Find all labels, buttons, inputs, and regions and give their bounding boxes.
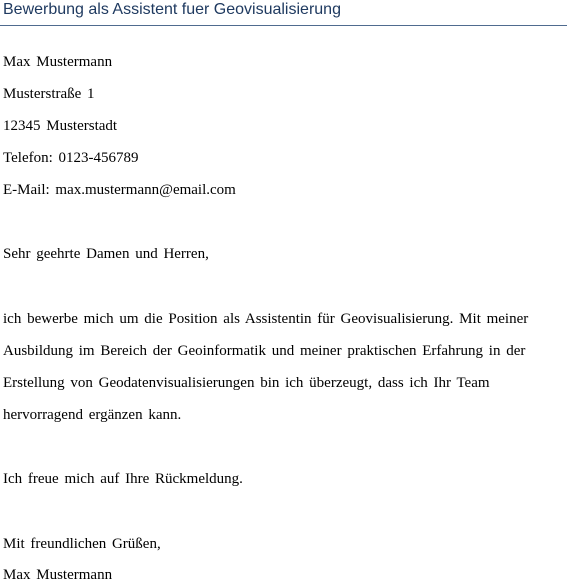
sender-street: Musterstraße 1 [3,86,95,102]
sender-phone: Telefon: 0123-456789 [3,150,139,166]
sender-email: E-Mail: max.mustermann@email.com [3,182,236,198]
salutation: Sehr geehrte Damen und Herren, [3,246,209,262]
signature-name: Max Mustermann [3,567,113,583]
document-title: Bewerbung als Assistent fuer Geovisualisierung [3,1,341,18]
title-divider [0,25,567,26]
body-line: Erstellung von Geodatenvisualisierungen bin ich überzeugt, dass ich Ihr Team [3,375,490,391]
body-line: hervorragend ergänzen kann. [3,407,182,423]
sender-name: Max Mustermann [3,54,113,70]
sign-off: Mit freundlichen Grüßen, [3,536,161,552]
closing-thanks: Ich freue mich auf Ihre Rückmeldung. [3,471,243,487]
body-line: ich bewerbe mich um die Position als Assistentin für Geovisualisierung. Mit meiner [3,311,529,327]
sender-city: 12345 Musterstadt [3,118,118,134]
body-line: Ausbildung im Bereich der Geoinformatik und meiner praktischen Erfahrung in der [3,343,526,359]
